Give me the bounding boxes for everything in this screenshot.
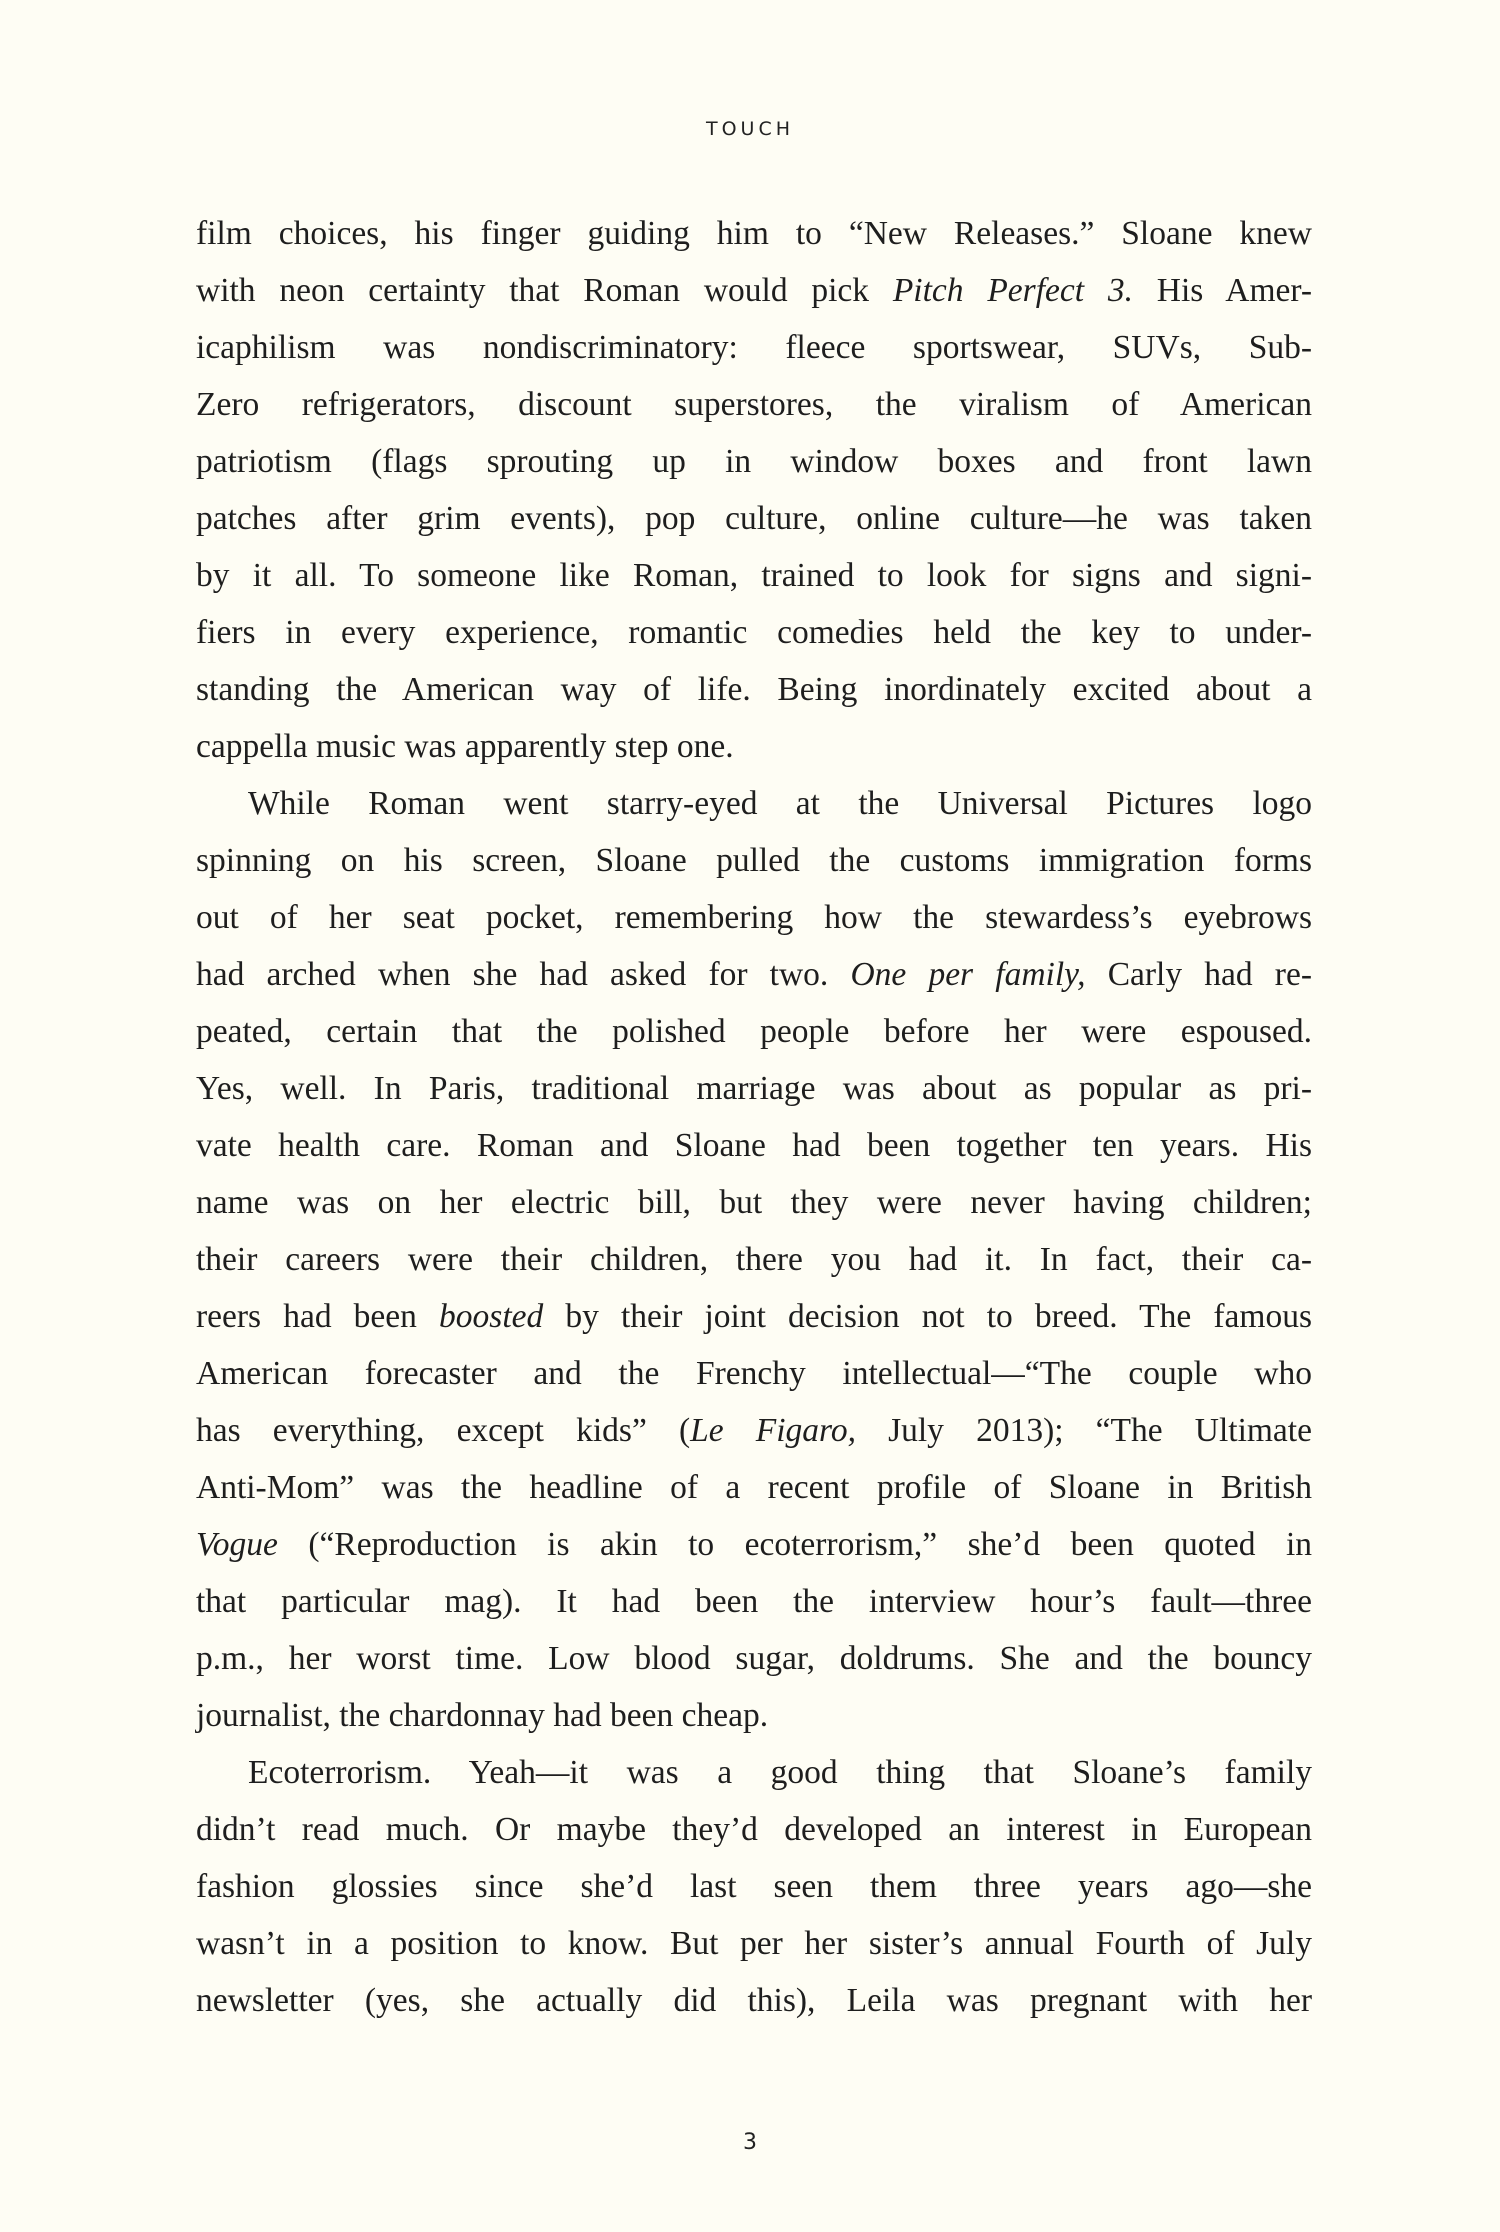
text-line: newsletter (yes, she actually did this), Leila was pregnant with her <box>196 1982 1312 2019</box>
text-line: out of her seat pocket, remembering how the stewardess’s eyebrows <box>196 899 1312 936</box>
text-line: p.m., her worst time. Low blood sugar, doldrums. She and the bouncy <box>196 1640 1312 1677</box>
body-text <box>196 205 1312 2029</box>
text-line: had arched when she had asked for two. One per family, Carly had re- <box>196 956 1312 993</box>
text-line: fashion glossies since she’d last seen them three years ago—she <box>196 1868 1312 1905</box>
text-line: icaphilism was nondiscriminatory: fleece sportswear, SUVs, Sub- <box>196 329 1312 366</box>
text-line: Zero refrigerators, discount superstores, the viralism of American <box>196 386 1312 423</box>
text-line: Vogue (“Reproduction is akin to ecoterrorism,” she’d been quoted in <box>196 1526 1312 1563</box>
text-line: name was on her electric bill, but they were never having children; <box>196 1184 1312 1221</box>
text-line: reers had been boosted by their joint decision not to breed. The famous <box>196 1298 1312 1335</box>
text-line: has everything, except kids” (Le Figaro, July 2013); “The Ultimate <box>196 1412 1312 1449</box>
text-line: Ecoterrorism. Yeah—it was a good thing that Sloane’s family <box>248 1754 1312 1791</box>
text-line: vate health care. Roman and Sloane had been together ten years. His <box>196 1127 1312 1164</box>
text-line: fiers in every experience, romantic comedies held the key to under- <box>196 614 1312 651</box>
text-line: standing the American way of life. Being inordinately excited about a <box>196 671 1312 708</box>
text-line: with neon certainty that Roman would pick Pitch Perfect 3. His Amer- <box>196 272 1313 309</box>
text-line: Anti-Mom” was the headline of a recent profile of Sloane in British <box>196 1469 1312 1506</box>
text-line: cappella music was apparently step one. <box>196 728 734 765</box>
text-line: didn’t read much. Or maybe they’d developed an interest in European <box>196 1811 1312 1848</box>
text-line: spinning on his screen, Sloane pulled the customs immigration forms <box>196 842 1312 879</box>
text-line: that particular mag). It had been the interview hour’s fault—three <box>196 1583 1312 1620</box>
text-line: patches after grim events), pop culture, online culture—he was taken <box>196 500 1312 537</box>
text-line: their careers were their children, there you had it. In fact, their ca- <box>196 1241 1312 1278</box>
text-line: journalist, the chardonnay had been cheap. <box>196 1697 769 1734</box>
text-line: patriotism (flags sprouting up in window boxes and front lawn <box>196 443 1312 480</box>
text-line: While Roman went starry-eyed at the Universal Pictures logo <box>248 785 1312 822</box>
text-line: Yes, well. In Paris, traditional marriage was about as popular as pri- <box>196 1070 1312 1107</box>
text-line: film choices, his finger guiding him to “New Releases.” Sloane knew <box>196 215 1312 252</box>
page-number: 3 <box>743 2130 757 2155</box>
running-head: TOUCH <box>705 118 795 140</box>
text-line: American forecaster and the Frenchy intellectual—“The couple who <box>196 1355 1312 1392</box>
text-line: by it all. To someone like Roman, trained to look for signs and signi- <box>196 557 1312 594</box>
text-line: peated, certain that the polished people before her were espoused. <box>196 1013 1312 1050</box>
text-line: wasn’t in a position to know. But per her sister’s annual Fourth of July <box>196 1925 1312 1962</box>
